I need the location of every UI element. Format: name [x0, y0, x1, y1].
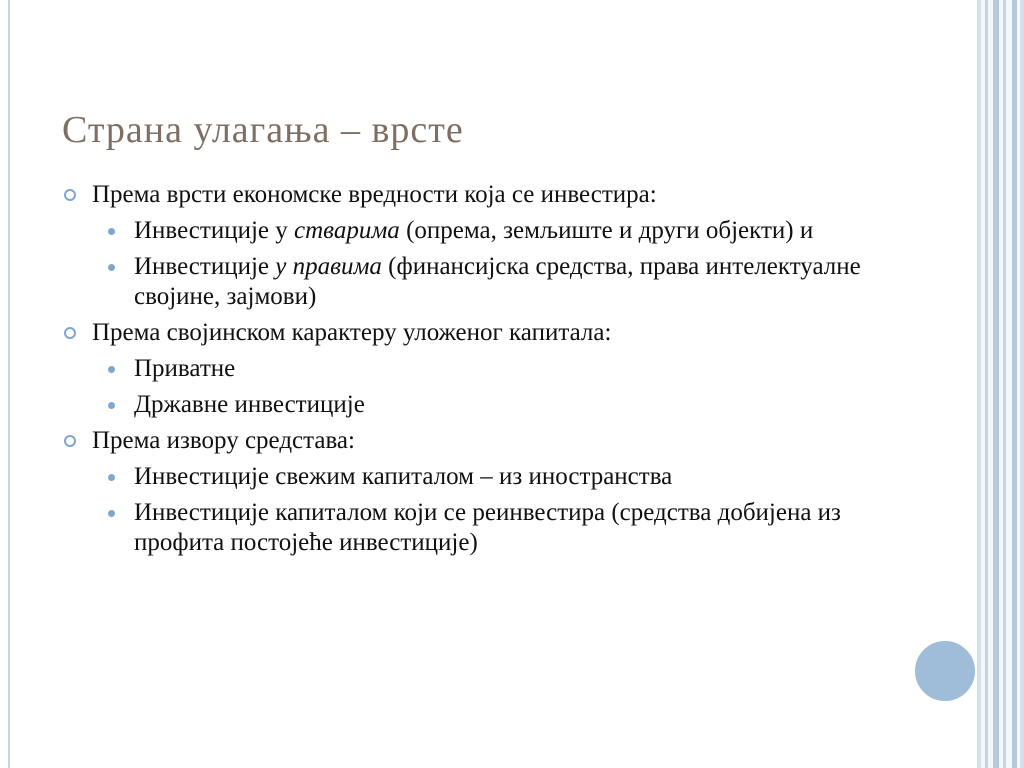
- sub-bullet-item: [62, 216, 862, 246]
- decorative-circle: [914, 640, 976, 702]
- bullet-text: Према извору средстава:: [92, 427, 355, 454]
- bullet-text: Према врсти економске вредности која се инвестира:: [92, 181, 657, 208]
- circle-bullet-icon: [64, 435, 76, 447]
- sub-bullet-text-pre: Инвестиције у: [134, 217, 295, 244]
- sub-bullet-text: Државне инвестиције: [134, 391, 365, 418]
- sub-bullet-item: [62, 354, 862, 384]
- circle-bullet-icon: [64, 189, 76, 201]
- bullet-item: [62, 318, 862, 348]
- circle-bullet-icon: [64, 327, 76, 339]
- decorative-stripe: [1003, 0, 1006, 768]
- decorative-stripe: [977, 0, 981, 768]
- slide-title: Страна улагања – врсте: [62, 109, 464, 151]
- bullet-text: Према својинском карактеру уложеног капитала:: [92, 319, 612, 346]
- sub-bullet-text-pre: Инвестиције: [134, 253, 276, 280]
- decorative-stripe: [993, 0, 999, 768]
- sub-bullet-text-emphasis: стварима: [294, 217, 400, 244]
- left-border-line: [8, 0, 10, 768]
- sub-bullet-item: [62, 462, 862, 492]
- sub-bullet-item: [62, 252, 862, 312]
- dot-bullet-icon: [108, 264, 115, 271]
- sub-bullet-item: [62, 498, 862, 558]
- dot-bullet-icon: [108, 228, 115, 235]
- dot-bullet-icon: [108, 366, 115, 373]
- decorative-stripe: [1020, 0, 1024, 768]
- bullet-item: [62, 180, 862, 210]
- sub-bullet-text-post: (финансијска средства, права интелектуалне својине, зајмови): [134, 253, 861, 310]
- sub-bullet-text-emphasis: у правима: [275, 253, 382, 280]
- sub-bullet-text: Инвестиције свежим капиталом – из иностранства: [134, 463, 673, 490]
- dot-bullet-icon: [108, 474, 115, 481]
- sub-bullet-text: Инвестиције капиталом који се реинвестира (средства добијена из профита постојеће инвестиције): [134, 499, 841, 556]
- slide-content: [62, 180, 862, 564]
- bullet-item: [62, 426, 862, 456]
- sub-bullet-text: Приватне: [134, 355, 236, 382]
- dot-bullet-icon: [108, 402, 115, 409]
- sub-bullet-text-post: (опрема, земљиште и други објекти) и: [399, 217, 814, 244]
- sub-bullet-item: [62, 390, 862, 420]
- dot-bullet-icon: [108, 510, 115, 517]
- decorative-stripe: [985, 0, 988, 768]
- decorative-stripe: [1012, 0, 1017, 768]
